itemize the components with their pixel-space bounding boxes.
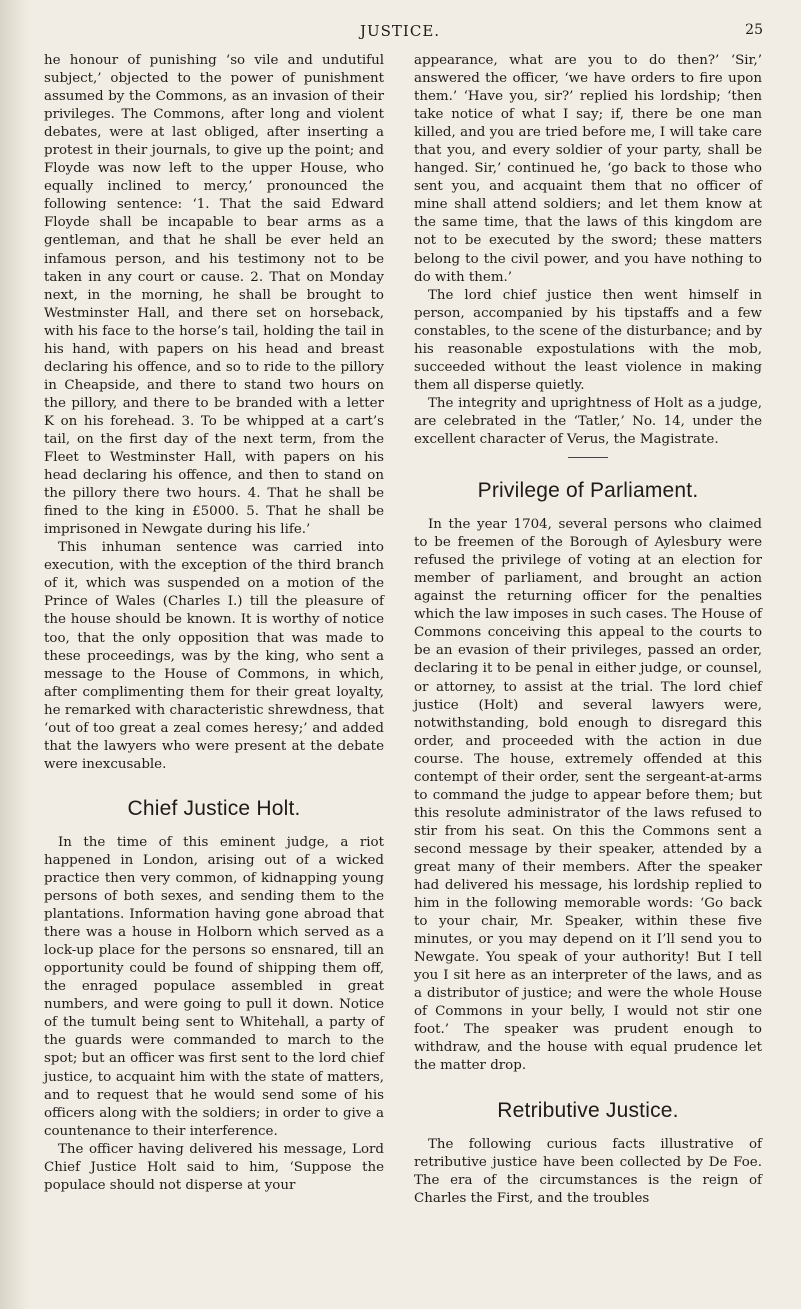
paragraph: The officer having delivered his message, Lord Chief Justice Holt said to him, ‘Suppose the populace should not disperse at your <box>44 1141 384 1193</box>
paragraph: appearance, what are you to do then?’ ‘Sir,’ answered the officer, ‘we have orders to fire upon them.’ ‘Have you, sir?’ replied his lordship; ‘then take notice of what I say; if, there be one man killed, and you are tried before me, I will take care that you, and every soldier of your party, shall be hanged. Sir,’ continued he, ‘go back to those who sent you, and acquaint them that no officer of mine shall attend soldiers; and let them know at the same time, that the laws of this kingdom are not to be executed by the sword; these matters belong to the civil power, and you have nothing to do with them.’ <box>414 53 762 285</box>
left-column <box>44 52 384 1195</box>
paragraph: In the year 1704, several persons who claimed to be freemen of the Borough of Aylesbury were refused the privilege of voting at an election for member of parliament, and brought an action against the returning officer for the penalties which the law imposes in such cases. The House of Commons conceiving this appeal to the courts to be an evasion of their privileges, passed an order, declaring it to be penal in either judge, or counsel, or attorney, to assist at the trial. The lord chief justice (Holt) and several lawyers were, notwithstanding, bold enough to disregard this order, and proceeded with the action in due course. The house, extremely offended at this contempt of their order, sent the sergeant-at-arms to command the judge to appear before them; but this resolute administrator of the laws refused to stir from his seat. On this the Commons sent a second message by their speaker, attended by a great many of their members. After the speaker had delivered his message, his lordship replied to him in the following memorable words: ‘Go back to your chair, Mr. Speaker, within these five minutes, or you may depend on it I’ll send you to Newgate. You speak of your authority! But I tell you I sit here as an interpreter of the laws, and as a distributor of justice; and were the whole House of Commons in your belly, I would not stir one foot.’ The speaker was prudent enough to withdraw, and the house with equal prudence let the matter drop. <box>414 517 762 1074</box>
paragraph: The lord chief justice then went himself in person, accompanied by his tipstaffs and a few constables, to the scene of the disturbance; and by his reasonable expostulations with the mob, succeeded without the least violence in making them all disperse quietly. <box>414 287 762 393</box>
paragraph: The integrity and uprightness of Holt as a judge, are celebrated in the ‘Tatler,’ No. 14, under the excellent character of Verus, the Magistrate. <box>414 395 762 447</box>
paragraph: This inhuman sentence was carried into execution, with the exception of the third branch of it, which was suspended on a motion of the Prince of Wales (Charles I.) till the pleasure of the house should be known. It is worthy of notice too, that the only opposition that was made to these proceedings, was by the king, who sent a message to the House of Commons, in which, after complimenting them for their great loyalty, he remarked with characteristic shrewdness, that ‘out of too great a zeal comes heresy;’ and added that the lawyers who were present at the debate were inexcusable. <box>44 540 384 772</box>
paragraph: he honour of punishing ‘so vile and undutiful subject,’ objected to the power of punishment assumed by the Commons, as an invasion of their privileges. The Commons, after long and violent debates, were at last obliged, after inserting a protest in their journals, to give up the point; and Floyde was now left to the upper House, who equally inclined to mercy,’ pronounced the following sentence: ‘1. That the said Edward Floyde shall be incapable to bear arms as a gentleman, and that he shall be ever held an infamous person, and his testimony not to be taken in any court or cause. 2. That on Monday next, in the morning, he shall be brought to Westminster Hall, and there set on horseback, with his face to the horse’s tail, holding the tail in his hand, with papers on his head and breast declaring his offence, and so to ride to the pillory in Cheapside, and there to stand two hours on the pillory, and there to be branded with a letter K on his forehead. 3. To be whipped at a cart’s tail, on the first day of the next term, from the Fleet to Westminster Hall, with papers on his head declaring his offence, and then to stand on the pillory there two hours. 4. That he shall be fined to the king in £5000. 5. That he shall be imprisoned in Newgate during his life.’ <box>44 53 384 538</box>
page-number: 25 <box>745 22 763 38</box>
running-head: JUSTICE. <box>360 22 441 40</box>
section-heading-chief-justice-holt: Chief Justice Holt. <box>127 796 301 820</box>
paragraph: The following curious facts illustrative of retributive justice have been collected by De Foe. The era of the circumstances is the reign of Charles the First, and the troubles <box>414 1136 762 1206</box>
paragraph: In the time of this eminent judge, a riot happened in London, arising out of a wicked practice then very common, of kidnapping young persons of both sexes, and sending them to the plantations. Information having gone abroad that there was a house in Holborn which served as a lock-up place for the persons so ensnared, till an opportunity could be found of shipping them off, the enraged populace assembled in great numbers, and were going to pull it down. Notice of the tumult being sent to Whitehall, a party of the guards were commanded to march to the spot; but an officer was first sent to the lord chief justice, to acquaint him with the state of matters, and to request that he would send some of his officers along with the soldiers; in order to give a countenance to their interference. <box>44 834 384 1139</box>
right-column <box>414 52 762 1208</box>
section-divider <box>568 457 608 458</box>
section-heading-privilege-of-parliament: Privilege of Parliament. <box>477 479 699 503</box>
page-gutter-shadow <box>0 0 30 1309</box>
section-heading-retributive-justice: Retributive Justice. <box>497 1098 679 1122</box>
